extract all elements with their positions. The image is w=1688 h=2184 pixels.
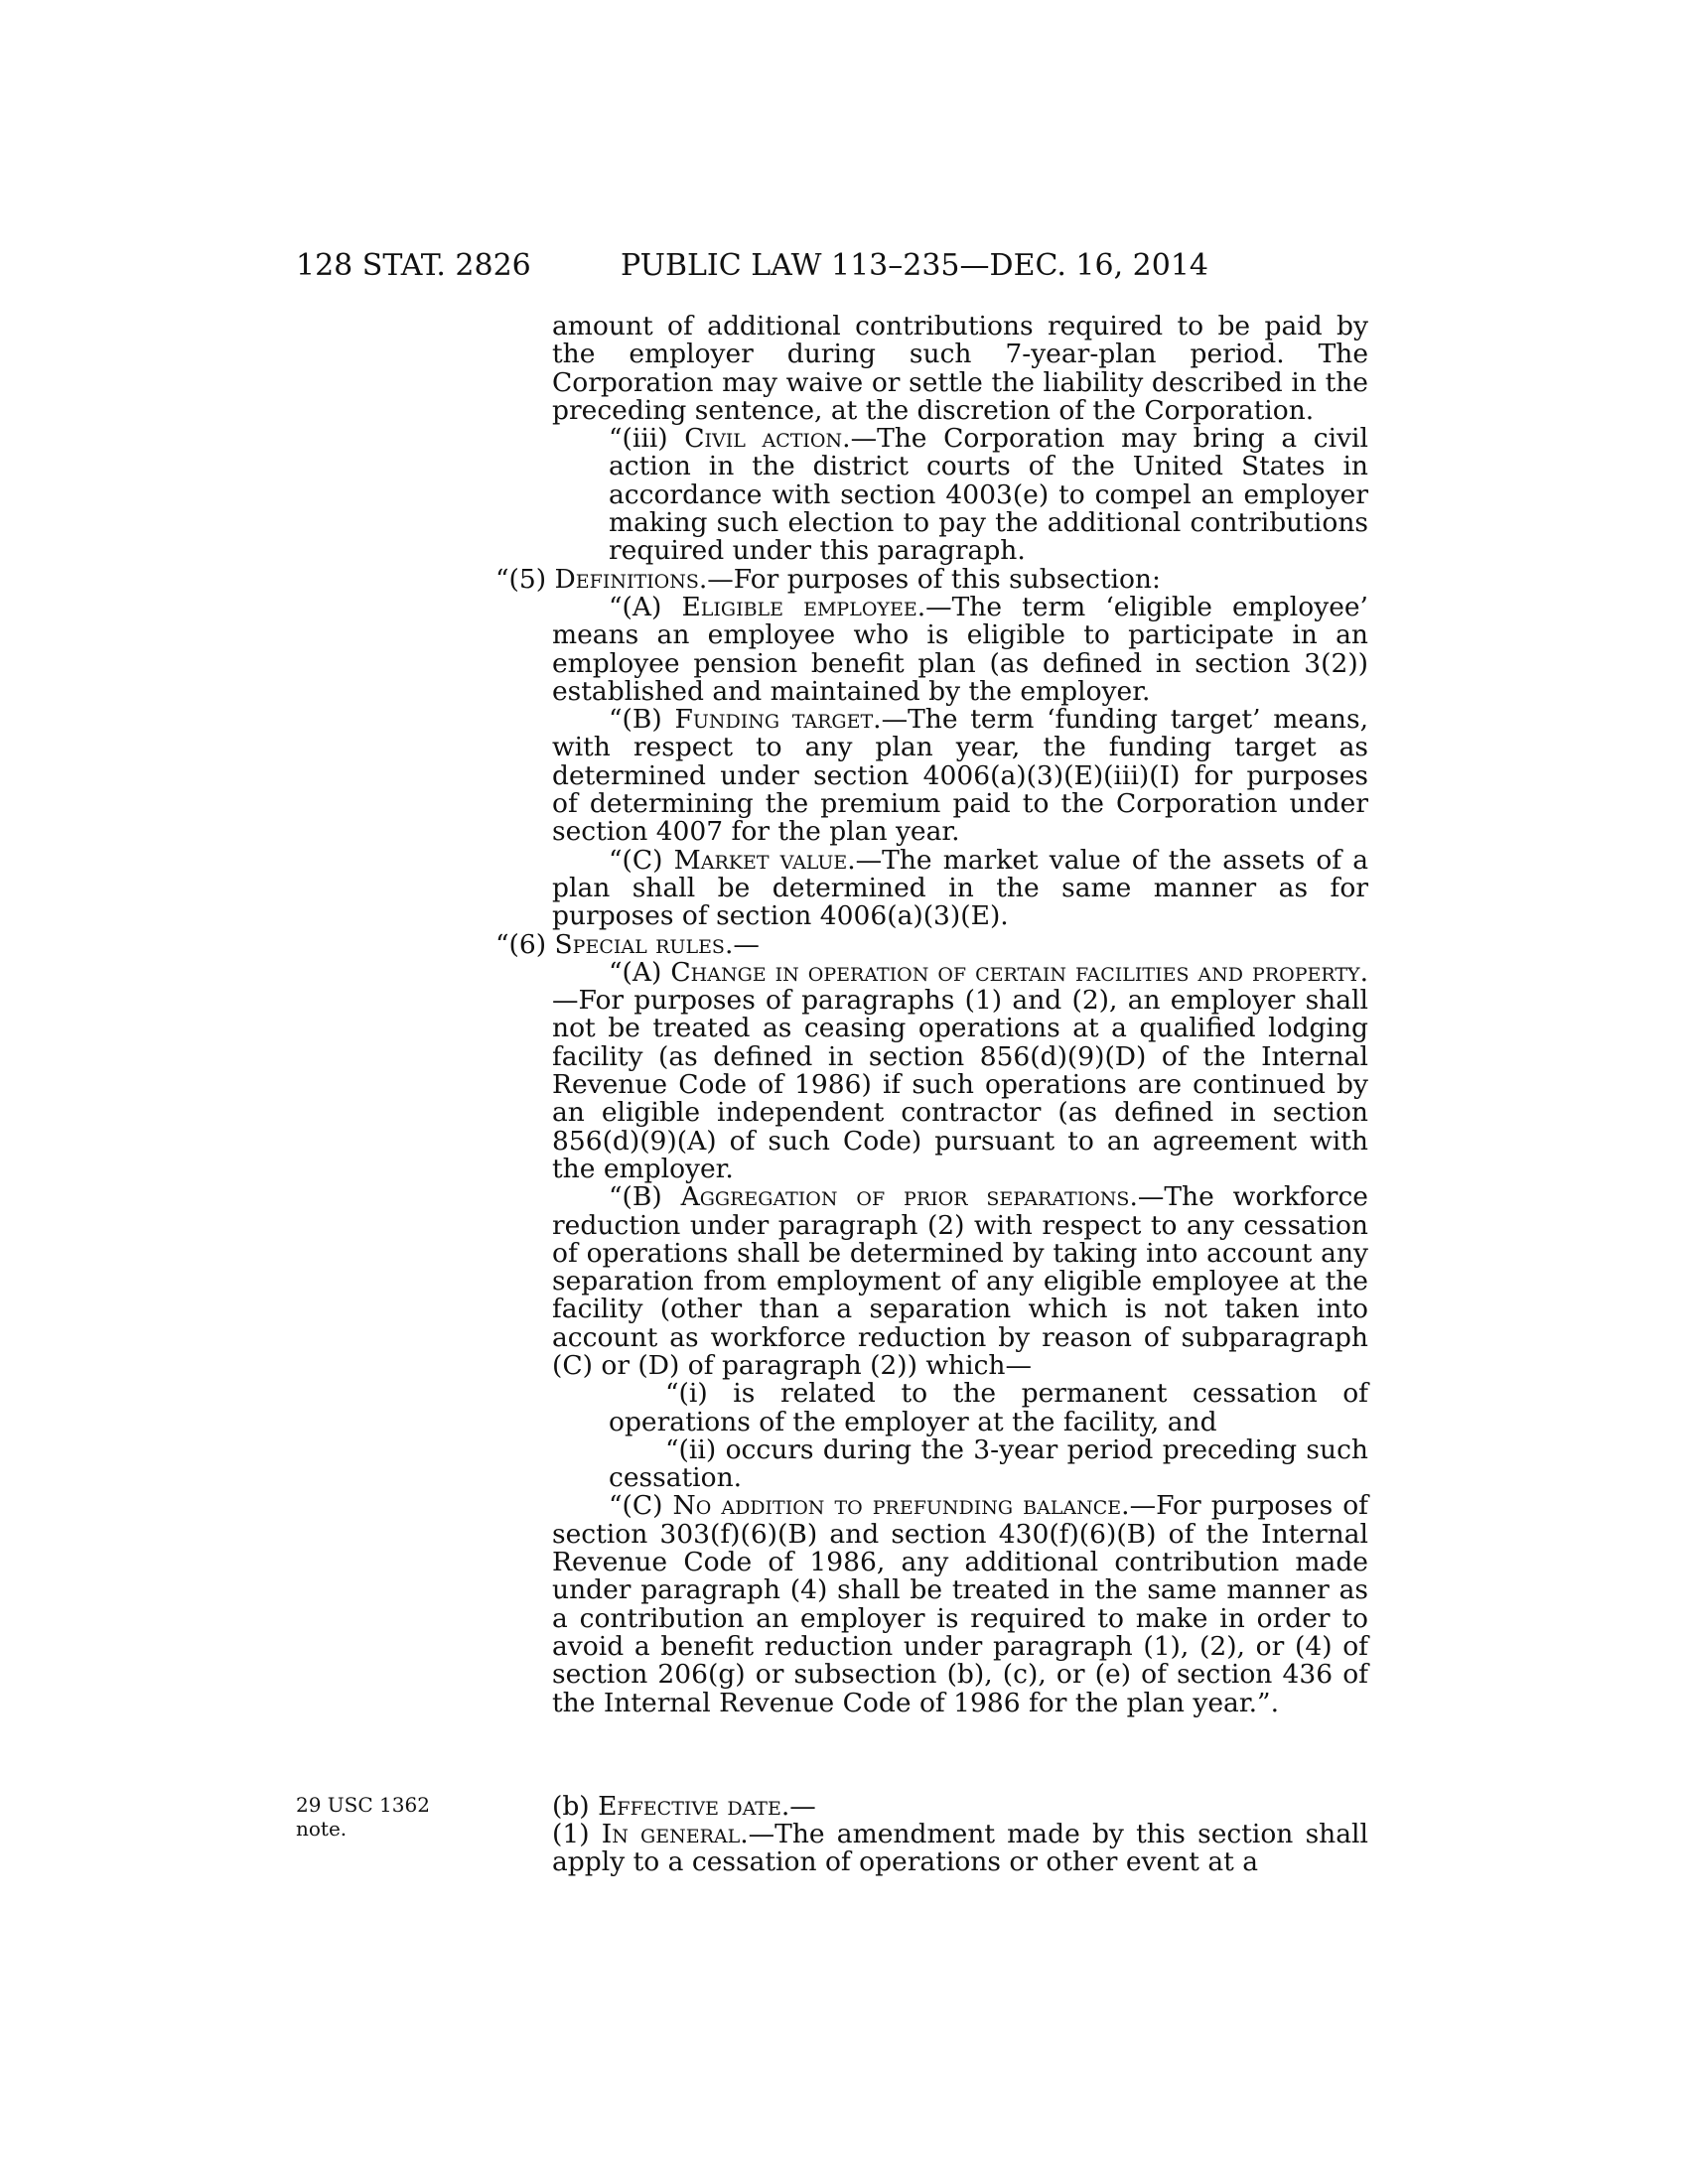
paragraph-clause-ii: “(ii) occurs during the 3-year period preceding such cessation. — [609, 1433, 1368, 1494]
section-b-heading-block — [552, 1793, 1368, 1821]
paragraph-funding-target: “(B) Funding target.—The term ‘funding target’ means, with respect to any plan year, the funding target as determined under section 4006(a)(3)(E)(iii)(I) for purposes of determining the premium paid to the Corporation under section 4007 for the plan year. — [552, 704, 1369, 848]
paragraph-no-addition: “(C) No addition to prefunding balance.—For purposes of section 303(f)(6)(B) and section 430(f)(6)(B) of the Internal Revenue Code of 1986, any additional contribution made under paragraph (4) shall be treated in the same manner as a contribution an employer is required to make in order to avoid a benefit reduction under paragraph (1), (2), or (4) of section 206(g) or subsection (b), (c), or (e) of section 436 of the Internal Revenue Code of 1986 for the plan year.”. — [552, 1490, 1368, 1718]
paragraph-civil-action: “(iii) Civil action.—The Corporation may bring a civil action in the district courts of the United States in accordance with section 4003(e) to compel an employer making such election to pay the additional contributions required under this paragraph. — [609, 423, 1369, 567]
paragraph-effective-date: (b) Effective date.— — [552, 1791, 816, 1822]
paragraph-definitions: “(5) Definitions.—For purposes of this subsection: — [495, 563, 1161, 595]
margin-note-suffix: note. — [296, 1817, 348, 1841]
paragraph-change-in-operation: “(A) Change in operation of certain facilities and property.—For purposes of paragraphs (1) and (2), an employer shall not be treated as ceasing operations at a qualified lodging facility (as defined in section 856(d)(9)(D) of the Internal Revenue Code of 1986) if such operations are continued by an eligible independent contractor (as defined in section 856(d)(9)(A) of such Code) pursuant to an agreement with the employer. — [552, 956, 1368, 1184]
paragraph-market-value: “(C) Market value.—The market value of the assets of a plan shall be determined in the same manner as for purposes of section 4006(a)(3)(E). — [552, 844, 1368, 932]
page-header-title: PUBLIC LAW 113–235—DEC. 16, 2014 — [621, 248, 1209, 283]
paragraph-aggregation: “(B) Aggregation of prior separations.—The workforce reduction under paragraph (2) with respect to any cessation of operations shall be determined by taking into account any separation from employment of any eligible employee at the facility (other than a separation which is not taken into account as workforce reduction by reason of subparagraph (C) or (D) of paragraph (2)) which— — [552, 1181, 1368, 1381]
document-body — [495, 311, 1369, 1718]
paragraph-in-general: (1) In general.—The amendment made by this section shall apply to a cessation of operations or other event at a — [552, 1819, 1368, 1878]
section-b-body — [552, 1821, 1368, 1877]
margin-note-citation: 29 USC 1362 — [296, 1793, 430, 1817]
heading-civil-action: Civil action — [684, 423, 843, 455]
paragraph-clause-i: “(i) is related to the permanent cessation of operations of the employer at the facility, and — [609, 1378, 1368, 1437]
margin-note — [296, 1793, 430, 1841]
paragraph-eligible-employee: “(A) Eligible employee.—The term ‘eligible employee’ means an employee who is eligible to participate in an employee pension benefit plan (as defined in section 3(2)) established and maintained by the employer. — [552, 591, 1368, 707]
paragraph-continuation: amount of additional contributions required to be paid by the employer during such 7-year-plan period. The Corporation may waive or settle the liability described in the preceding sentence, at the discretion of the Corporation. — [552, 311, 1368, 426]
paragraph-special-rules: “(6) Special rules.— — [495, 928, 760, 960]
stat-reference: 128 STAT. 2826 — [296, 248, 531, 283]
